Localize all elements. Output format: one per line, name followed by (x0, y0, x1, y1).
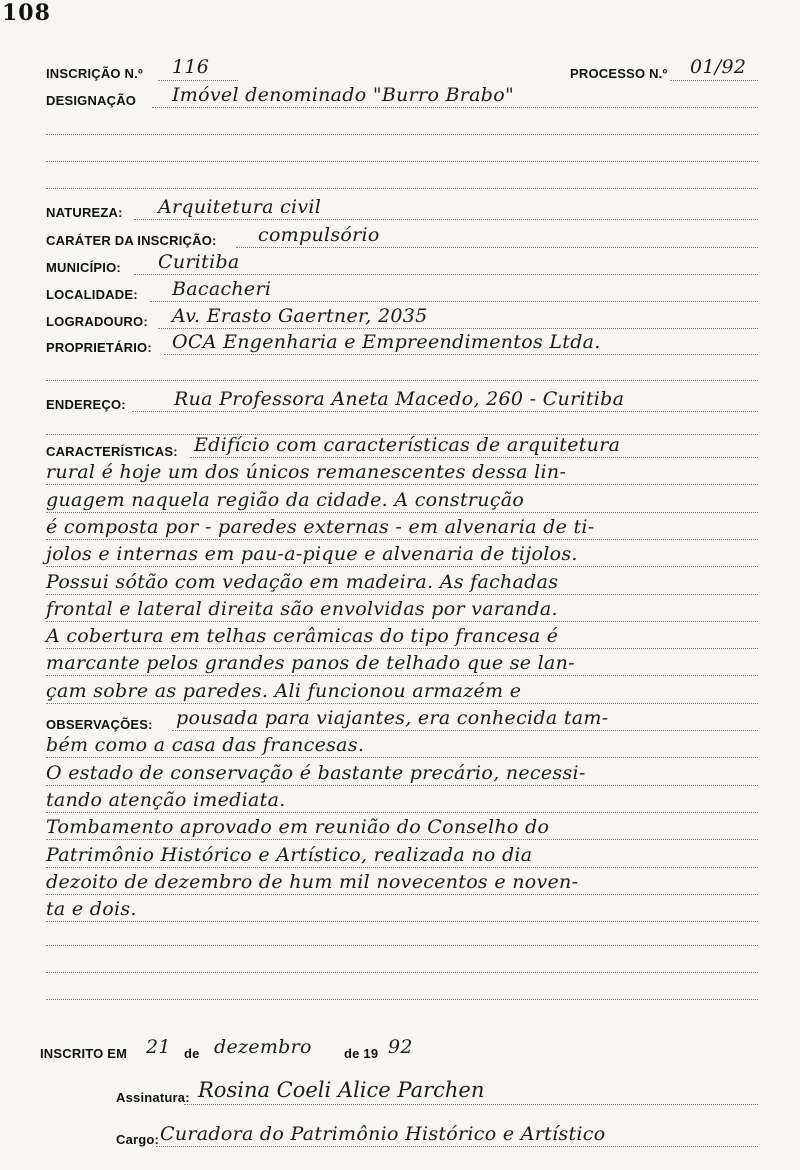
processo-value: 01/92 (690, 56, 747, 78)
caracteristicas-line: rural é hoje um dos únicos remanescentes dessa lin- (46, 461, 567, 484)
municipio-value: Curitiba (158, 251, 240, 273)
inscrito-de1: de (184, 1046, 200, 1061)
carater-label: CARÁTER DA INSCRIÇÃO: (46, 233, 217, 248)
caracteristicas-line: Edifício com características de arquitetura (194, 434, 621, 456)
observacoes-line: bém como a casa das francesas. (46, 734, 365, 757)
cargo-value: Curadora do Patrimônio Histórico e Artístico (160, 1123, 606, 1145)
assinatura-signature: Rosina Coeli Alice Parchen (198, 1078, 485, 1102)
assinatura-label: Assinatura: (116, 1090, 190, 1105)
caracteristicas-line: A cobertura em telhas cerâmicas do tipo francesa é (46, 625, 559, 648)
localidade-label: LOCALIDADE: (46, 287, 138, 302)
logradouro-value: Av. Erasto Gaertner, 2035 (172, 305, 428, 327)
natureza-label: NATUREZA: (46, 205, 123, 220)
caracteristicas-label: CARACTERÍSTICAS: (46, 444, 178, 459)
observacoes-line: dezoito de dezembro de hum mil novecentos e noven- (46, 870, 579, 893)
inscrito-de2: de 19 (344, 1046, 379, 1061)
observacoes-line: ta e dois. (46, 898, 137, 921)
natureza-value: Arquitetura civil (158, 196, 322, 218)
municipio-label: MUNICÍPIO: (46, 260, 121, 275)
processo-label: PROCESSO N.º (570, 66, 668, 81)
endereco-value: Rua Professora Aneta Macedo, 260 - Curitiba (174, 388, 625, 410)
proprietario-value: OCA Engenharia e Empreendimentos Ltda. (172, 331, 601, 353)
inscrito-label: INSCRITO EM (40, 1046, 128, 1061)
caracteristicas-line: guagem naquela região da cidade. A construção (46, 488, 525, 511)
caracteristicas-line: Possui sótão com vedação em madeira. As fachadas (46, 570, 559, 593)
localidade-value: Bacacheri (172, 278, 272, 300)
observacoes-line: Patrimônio Histórico e Artístico, realizada no dia (46, 843, 533, 866)
caracteristicas-line: é composta por - paredes externas - em alvenaria de ti- (46, 515, 595, 538)
logradouro-label: LOGRADOURO: (46, 314, 148, 329)
endereco-label: ENDEREÇO: (46, 397, 126, 412)
designacao-value: Imóvel denominado "Burro Brabo" (172, 84, 515, 106)
caracteristicas-line: çam sobre as paredes. Ali funcionou armazém e (46, 679, 522, 702)
inscrito-year: 92 (388, 1036, 413, 1058)
inscrito-month: dezembro (214, 1036, 312, 1058)
observacoes-label: OBSERVAÇÕES: (46, 717, 153, 732)
inscrito-day: 21 (146, 1036, 171, 1058)
observacoes-line: pousada para viajantes, era conhecida tam- (176, 707, 609, 729)
observacoes-line: O estado de conservação é bastante precário, necessi- (46, 761, 586, 784)
caracteristicas-line: marcante pelos grandes panos de telhado que se lan- (46, 652, 575, 675)
designacao-label: DESIGNAÇÃO (46, 93, 137, 108)
observacoes-line: tando atenção imediata. (46, 788, 286, 811)
proprietario-label: PROPRIETÁRIO: (46, 340, 152, 355)
caracteristicas-line: frontal e lateral direita são envolvidas por varanda. (46, 597, 558, 620)
carater-value: compulsório (258, 224, 380, 246)
page-number: 108 (2, 0, 51, 26)
cargo-label: Cargo: (116, 1132, 160, 1147)
caracteristicas-line: jolos e internas em pau-a-pique e alvenaria de tijolos. (46, 543, 578, 566)
inscricao-label: INSCRIÇÃO N.º (46, 66, 143, 81)
observacoes-line: Tombamento aprovado em reunião do Conselho do (46, 816, 550, 839)
inscricao-value: 116 (172, 56, 210, 78)
